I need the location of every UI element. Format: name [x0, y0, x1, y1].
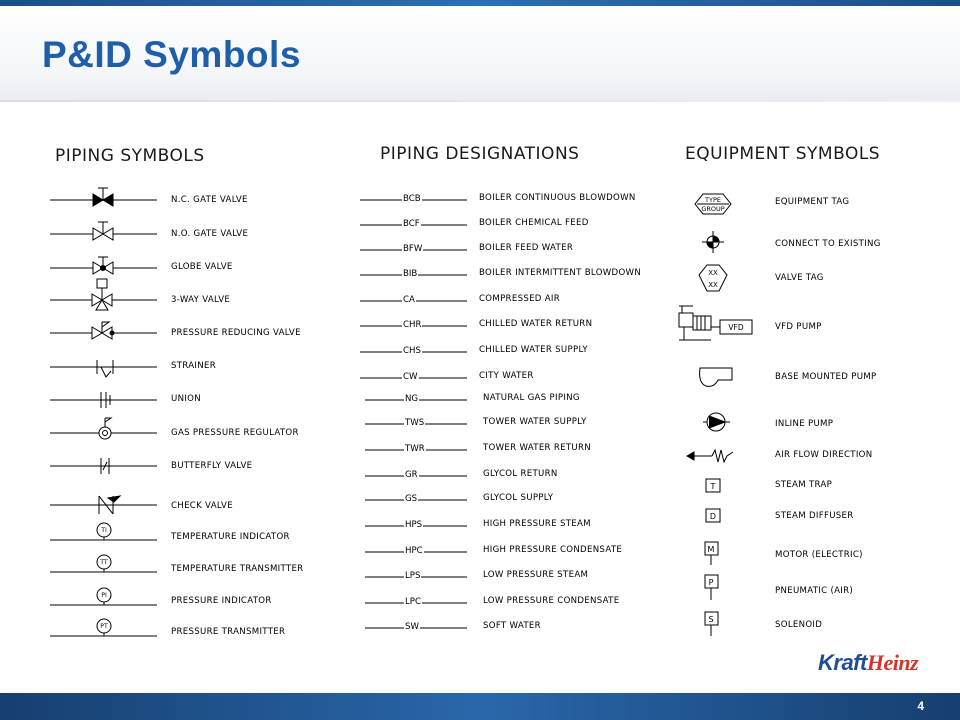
designation-label: TOWER WATER SUPPLY — [483, 417, 587, 427]
steam-trap-letter: T — [710, 482, 716, 491]
label-motor: MOTOR (ELECTRIC) — [775, 550, 863, 560]
globe-valve-icon — [50, 257, 157, 274]
label-steam-diffuser: STEAM DIFFUSER — [775, 511, 854, 521]
label-pressure-reducing-valve: PRESSURE REDUCING VALVE — [171, 328, 301, 338]
designation-code: HPC — [405, 546, 423, 556]
label-globe-valve: GLOBE VALVE — [171, 262, 233, 272]
label-steam-trap: STEAM TRAP — [775, 480, 833, 490]
designation-label: HIGH PRESSURE CONDENSATE — [483, 545, 623, 555]
label-check-valve: CHECK VALVE — [171, 501, 233, 511]
label-solenoid: SOLENOID — [775, 620, 823, 630]
designation-code: TWR — [405, 444, 425, 454]
gas-pressure-regulator-icon — [50, 418, 157, 439]
air-flow-direction-icon — [687, 450, 733, 462]
check-valve-icon — [50, 496, 157, 514]
label-pressure-transmitter: PRESSURE TRANSMITTER — [171, 627, 286, 637]
valve-tag-bottom-text: XX — [708, 281, 718, 289]
equipment-tag-type-text: TYPE — [705, 196, 721, 204]
kraft-heinz-logo — [818, 650, 918, 676]
designation-label: NATURAL GAS PIPING — [483, 393, 580, 403]
designation-code: CA — [403, 295, 415, 305]
designation-label: BOILER FEED WATER — [479, 243, 574, 253]
instrument-tag-ti: TI — [101, 527, 107, 534]
label-temperature-indicator: TEMPERATURE INDICATOR — [171, 532, 290, 542]
equipment-tag-group-text: GROUP — [701, 205, 725, 213]
designation-label: GLYCOL SUPPLY — [483, 493, 554, 503]
instrument-tag-tt: TT — [100, 559, 108, 566]
motor-letter: M — [707, 545, 715, 554]
label-butterfly-valve: BUTTERFLY VALVE — [171, 461, 253, 471]
designation-label: TOWER WATER RETURN — [483, 443, 592, 453]
strainer-icon — [50, 360, 157, 377]
designation-lines — [360, 200, 467, 628]
nc-gate-valve-icon — [50, 188, 157, 206]
designation-label: BOILER CHEMICAL FEED — [479, 218, 589, 228]
label-union: UNION — [171, 394, 201, 404]
designation-label: SOFT WATER — [483, 621, 541, 631]
instrument-tag-pi: PI — [101, 592, 107, 599]
designation-label: BOILER CONTINUOUS BLOWDOWN — [479, 193, 636, 203]
designation-label: CHILLED WATER SUPPLY — [479, 345, 588, 355]
label-nc-gate-valve: N.C. GATE VALVE — [171, 195, 248, 205]
valve-tag-top-text: XX — [708, 269, 718, 277]
label-air-flow-direction: AIR FLOW DIRECTION — [775, 450, 873, 460]
designation-code: NG — [405, 394, 419, 404]
no-gate-valve-icon — [50, 222, 157, 240]
three-way-valve-icon — [50, 279, 157, 310]
label-base-mounted-pump: BASE MOUNTED PUMP — [775, 372, 877, 382]
designation-label: LOW PRESSURE STEAM — [483, 570, 589, 580]
designation-code: BCB — [403, 194, 421, 204]
page-number: 4 — [917, 699, 924, 713]
footer-bar — [0, 693, 960, 720]
designation-code: BFW — [403, 244, 423, 254]
designation-label: HIGH PRESSURE STEAM — [483, 519, 591, 529]
designation-code: BIB — [403, 269, 418, 279]
piping-symbols-heading: PIPING SYMBOLS — [55, 146, 205, 166]
solenoid-letter: S — [708, 615, 714, 624]
label-vfd-pump: VFD PUMP — [775, 322, 822, 332]
label-three-way-valve: 3-WAY VALVE — [171, 295, 231, 305]
designation-code: CHS — [403, 346, 421, 356]
label-strainer: STRAINER — [171, 361, 216, 371]
designation-code: BCF — [403, 219, 420, 229]
steam-diffuser-letter: D — [709, 512, 717, 521]
base-mounted-pump-icon — [700, 368, 732, 386]
pressure-reducing-valve-icon — [50, 322, 157, 339]
equipment-symbols-heading: EQUIPMENT SYMBOLS — [685, 144, 881, 164]
label-valve-tag: VALVE TAG — [775, 273, 824, 283]
union-icon — [50, 392, 157, 408]
designation-code: GS — [405, 494, 418, 504]
label-gas-pressure-regulator: GAS PRESSURE REGULATOR — [171, 428, 299, 438]
label-inline-pump: INLINE PUMP — [775, 419, 834, 429]
label-pneumatic: PNEUMATIC (AIR) — [775, 586, 854, 596]
butterfly-valve-icon — [50, 458, 157, 474]
label-equipment-tag: EQUIPMENT TAG — [775, 197, 850, 207]
vfd-text: VFD — [728, 323, 744, 332]
label-no-gate-valve: N.O. GATE VALVE — [171, 229, 249, 239]
connect-to-existing-icon — [702, 231, 724, 253]
designation-code: CHR — [403, 320, 422, 330]
designation-code: CW — [403, 372, 418, 382]
instrument-tag-pt: PT — [100, 623, 108, 630]
designation-label: COMPRESSED AIR — [479, 294, 561, 304]
logo-kraft-text: Kraft — [818, 650, 867, 675]
label-temperature-transmitter: TEMPERATURE TRANSMITTER — [171, 564, 304, 574]
inline-pump-icon — [703, 413, 730, 431]
designation-code: LPS — [405, 571, 421, 581]
designation-code: TWS — [405, 418, 425, 428]
designation-code: HPS — [405, 520, 423, 530]
pneumatic-letter: P — [708, 578, 714, 587]
designation-label: LOW PRESSURE CONDENSATE — [483, 596, 620, 606]
designation-label: CHILLED WATER RETURN — [479, 319, 593, 329]
label-connect-to-existing: CONNECT TO EXISTING — [775, 239, 881, 249]
designation-label: GLYCOL RETURN — [483, 469, 558, 479]
page-title: P&ID Symbols — [42, 34, 301, 75]
designation-label: BOILER INTERMITTENT BLOWDOWN — [479, 268, 642, 278]
designation-code: SW — [405, 622, 419, 632]
label-pressure-indicator: PRESSURE INDICATOR — [171, 596, 272, 606]
designation-code: LPC — [405, 597, 421, 607]
designation-code: GR — [405, 470, 418, 480]
piping-designations-heading: PIPING DESIGNATIONS — [380, 144, 580, 164]
logo-heinz-text: Heinz — [866, 650, 919, 675]
designation-label: CITY WATER — [479, 371, 534, 381]
